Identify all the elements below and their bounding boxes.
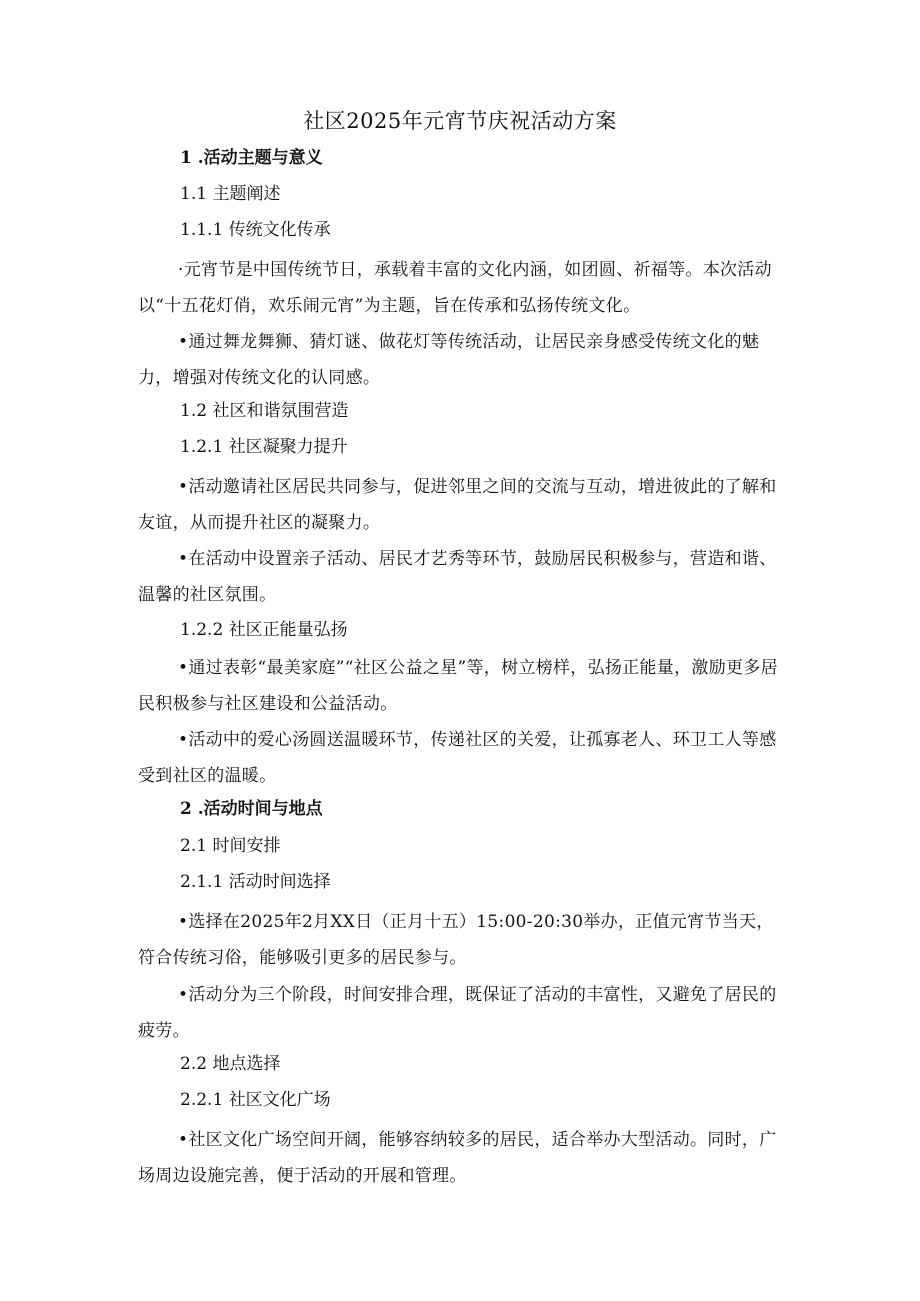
paragraph-7: •选择在2025年2月XX日（正月十五）15:00-20:30举办，正值元宵节当天，符合传统习俗，能够吸引更多的居民参与。 bbox=[138, 912, 774, 968]
paragraph-3: •活动邀请社区居民共同参与，促进邻里之间的交流与互动，增进彼此的了解和友谊，从而提升社区的凝聚力。 bbox=[138, 477, 777, 533]
document-title: 社区2025年元宵节庆祝活动方案 bbox=[303, 109, 617, 133]
subsection-heading-2-1: 2.1 时间安排 bbox=[180, 836, 281, 856]
section-heading-2: 2 .活动时间与地点 bbox=[180, 799, 323, 819]
paragraph-8: •活动分为三个阶段，时间安排合理，既保证了活动的丰富性，又避免了居民的疲劳。 bbox=[138, 985, 777, 1041]
subsubsection-heading-1-1-1: 1.1.1 传统文化传承 bbox=[180, 220, 331, 240]
paragraph-5: •通过表彰“最美家庭”“社区公益之星”等，树立榜样，弘扬正能量，激励更多居民积极参与社区建设和公益活动。 bbox=[138, 658, 778, 714]
subsection-heading-2-2: 2.2 地点选择 bbox=[180, 1054, 281, 1074]
subsection-heading-1-1: 1.1 主题阐述 bbox=[180, 184, 281, 204]
paragraph-6: •活动中的爱心汤圆送温暖环节，传递社区的关爱，让孤寡老人、环卫工人等感受到社区的温暖。 bbox=[138, 730, 777, 786]
subsubsection-heading-1-2-2: 1.2.2 社区正能量弘扬 bbox=[180, 620, 348, 640]
paragraph-4: •在活动中设置亲子活动、居民才艺秀等环节，鼓励居民积极参与，营造和谐、温馨的社区氛围。 bbox=[138, 549, 777, 605]
subsubsection-heading-2-1-1: 2.1.1 活动时间选择 bbox=[180, 872, 331, 892]
subsection-heading-1-2: 1.2 社区和谐氛围营造 bbox=[180, 401, 349, 421]
paragraph-2: •通过舞龙舞狮、猜灯谜、做花灯等传统活动，让居民亲身感受传统文化的魅力，增强对传统文化的认同感。 bbox=[138, 332, 760, 388]
paragraph-9: •社区文化广场空间开阔，能够容纳较多的居民，适合举办大型活动。同时，广场周边设施完善，便于活动的开展和管理。 bbox=[138, 1130, 777, 1186]
subsubsection-heading-1-2-1: 1.2.1 社区凝聚力提升 bbox=[180, 437, 348, 457]
paragraph-1: ·元宵节是中国传统节日，承载着丰富的文化内涵，如团圆、祈福等。本次活动以“十五花灯俏，欢乐闹元宵”为主题，旨在传承和弘扬传统文化。 bbox=[138, 260, 772, 316]
section-heading-1: 1 .活动主题与意义 bbox=[180, 148, 323, 168]
subsubsection-heading-2-2-1: 2.2.1 社区文化广场 bbox=[180, 1090, 331, 1110]
